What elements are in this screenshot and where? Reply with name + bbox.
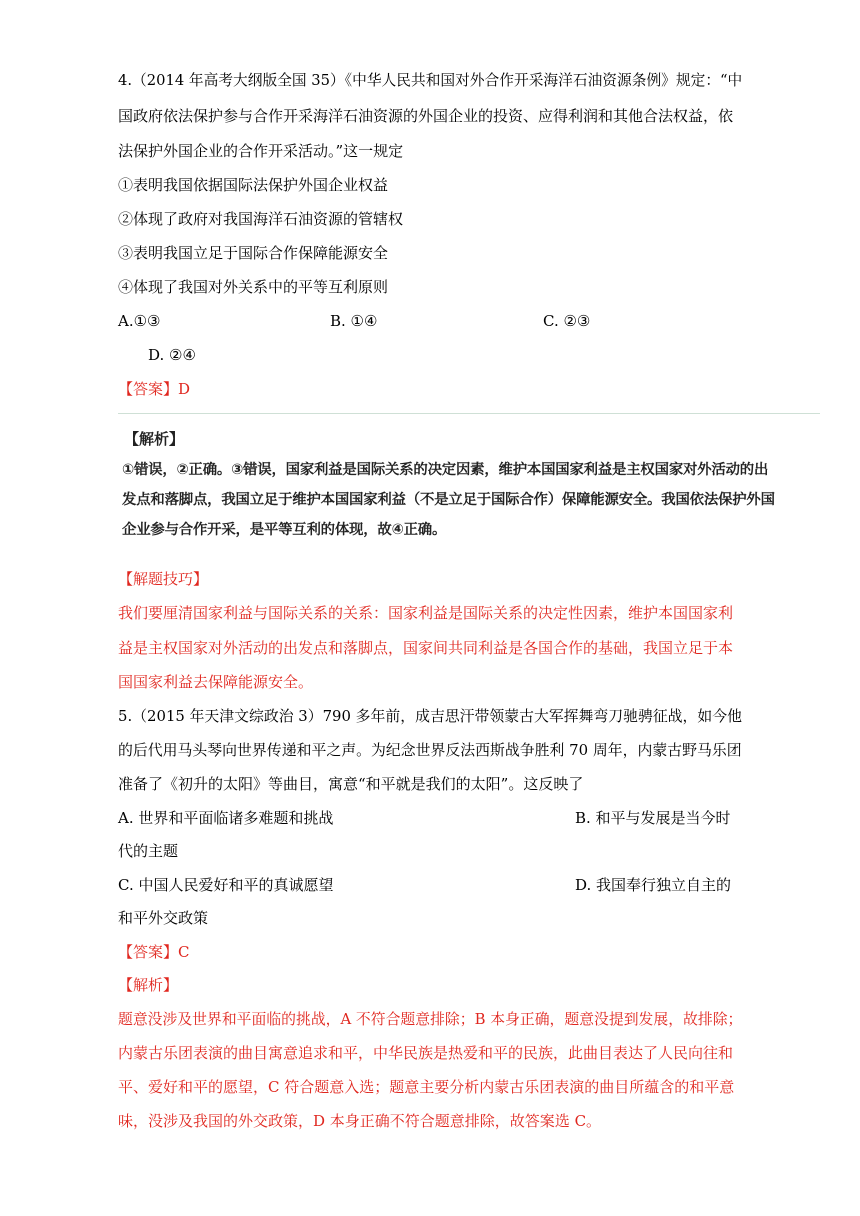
q4-option-d: D. ②④ (148, 346, 196, 364)
q5-analysis-line-1: 题意没涉及世界和平面临的挑战，A 不符合题意排除；B 本身正确，题意没提到发展，故排除； (118, 1010, 743, 1028)
q4-stem-line-1: 4.（2014 年高考大纲版全国 35）《中华人民共和国对外合作开采海洋石油资源条例》规定：“中 (118, 71, 743, 89)
q4-analysis-image (118, 413, 820, 552)
q5-stem-line-3: 准备了《初升的太阳》等曲目，寓意“和平就是我们的太阳”。这反映了 (118, 775, 584, 793)
q5-stem-line-2: 的后代用马头琴向世界传递和平之声。为纪念世界反法西斯战争胜利 70 周年，内蒙古野马乐团 (118, 741, 742, 759)
q5-option-d-continued: 和平外交政策 (118, 909, 209, 927)
q5-option-d: D. 我国奉行独立自主的 (575, 876, 732, 894)
q4-answer: 【答案】D (118, 380, 191, 398)
q5-stem-line-1: 5.（2015 年天津文综政治 3）790 多年前，成吉思汗带领蒙古大军挥舞弯刀驰骋征战，如今他 (118, 707, 742, 725)
q4-tips-line-3: 国国家利益去保障能源安全。 (118, 673, 314, 691)
q4-analysis-line-3: 企业参与合作开采，是平等互利的体现，故④正确。 (122, 522, 447, 538)
q5-analysis-line-3: 平、爱好和平的愿望，C 符合题意入选；题意主要分析内蒙古乐团表演的曲目所蕴含的和平意 (118, 1078, 735, 1096)
q4-analysis-header: 【解析】 (124, 430, 185, 448)
q4-statement-3: ③表明我国立足于国际合作保障能源安全 (118, 244, 389, 262)
q4-statement-2: ②体现了政府对我国海洋石油资源的管辖权 (118, 210, 404, 228)
q4-tips-line-2: 益是主权国家对外活动的出发点和落脚点，国家间共同利益是各国合作的基础，我国立足于本 (118, 639, 734, 657)
q4-option-c: C. ②③ (543, 312, 591, 330)
q4-tips-line-1: 我们要厘清国家利益与国际关系的关系：国家利益是国际关系的决定性因素，维护本国国家利 (118, 604, 734, 622)
q4-stem-line-3: 法保护外国企业的合作开采活动。”这一规定 (118, 142, 404, 160)
q5-option-c: C. 中国人民爱好和平的真诚愿望 (118, 876, 334, 894)
q5-option-a: A. 世界和平面临诸多难题和挑战 (118, 809, 334, 827)
q5-analysis-line-4: 味，没涉及我国的外交政策，D 本身正确不符合题意排除，故答案选 C。 (118, 1112, 602, 1130)
q5-analysis-line-2: 内蒙古乐团表演的曲目寓意追求和平，中华民族是热爱和平的民族，此曲目表达了人民向往和 (118, 1044, 734, 1062)
q4-analysis-line-1: ①错误，②正确。③错误，国家利益是国际关系的决定因素，维护本国国家利益是主权国家对外活动的出 (122, 462, 769, 478)
q5-option-b-continued: 代的主题 (118, 842, 179, 860)
q5-answer: 【答案】C (118, 943, 190, 961)
q4-stem-line-2: 国政府依法保护参与合作开采海洋石油资源的外国企业的投资、应得利润和其他合法权益，依 (118, 107, 734, 125)
q4-option-a: A.①③ (118, 312, 161, 330)
q4-option-b: B. ①④ (330, 312, 378, 330)
q4-statement-1: ①表明我国依据国际法保护外国企业权益 (118, 176, 389, 194)
q5-analysis-header: 【解析】 (118, 976, 179, 994)
q4-statement-4: ④体现了我国对外关系中的平等互利原则 (118, 278, 389, 296)
q4-analysis-line-2: 发点和落脚点，我国立足于维护本国国家利益（不是立足于国际合作）保障能源安全。我国依法保护外国 (122, 492, 775, 508)
q5-option-b: B. 和平与发展是当今时 (575, 809, 731, 827)
q4-tips-header: 【解题技巧】 (118, 570, 209, 588)
